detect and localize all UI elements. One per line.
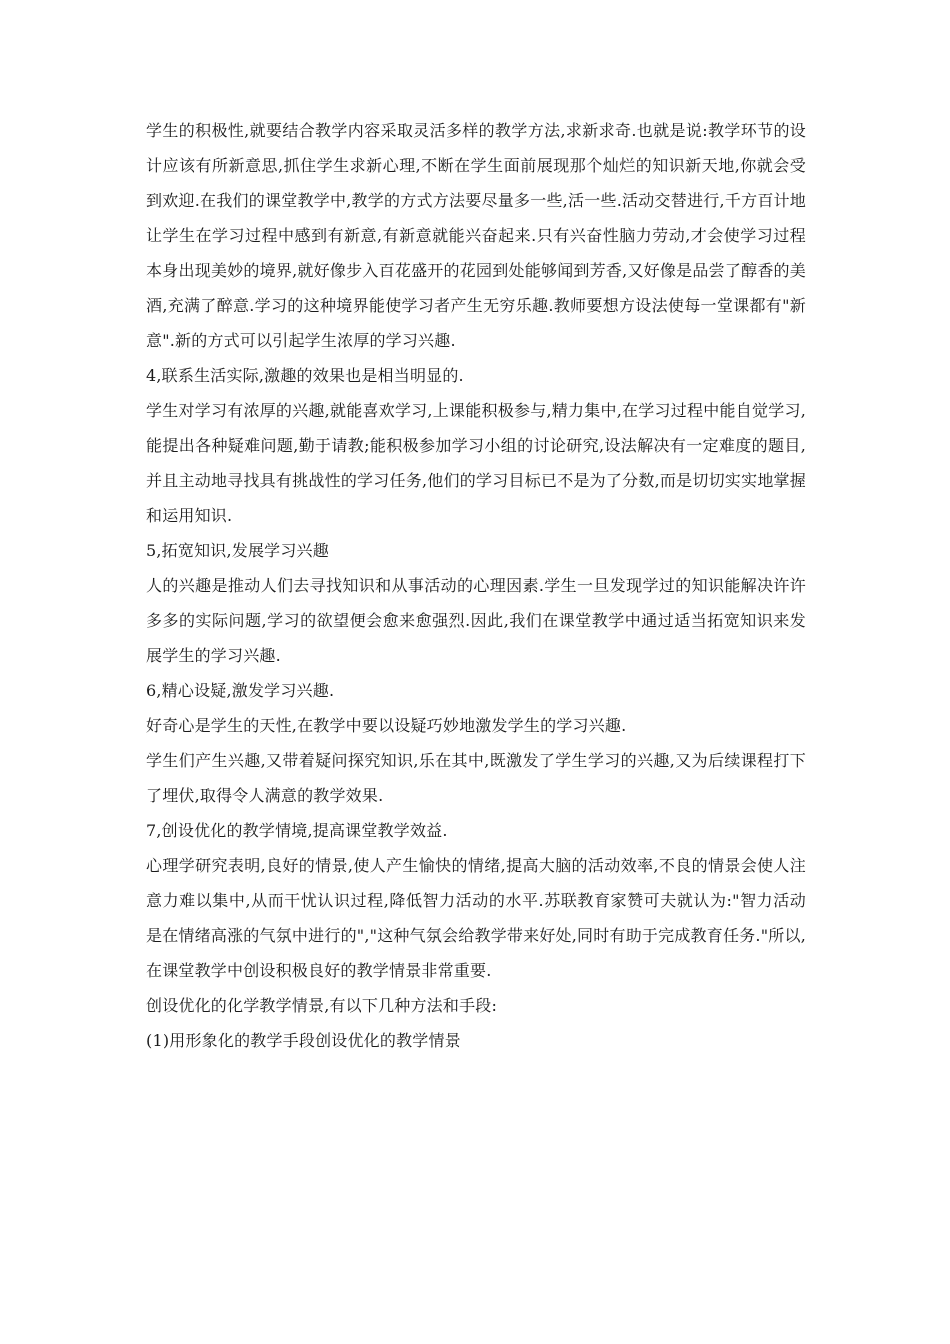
paragraph-methods-intro: 创设优化的化学教学情景,有以下几种方法和手段: xyxy=(146,996,498,1015)
paragraph-motivation: 人的兴趣是推动人们去寻找知识和从事活动的心理因素.学生一旦发现学过的知识能解决许许多多的实际问题,学习的欲望便会愈来愈强烈.因此,我们在课堂教学中通过适当拓宽知识来发展学生的学习兴趣. xyxy=(146,576,806,665)
paragraph-method-1: (1)用形象化的教学手段创设优化的教学情景 xyxy=(146,1031,461,1050)
heading-4-life-connection: 4,联系生活实际,激趣的效果也是相当明显的. xyxy=(146,366,464,385)
heading-5-broaden-knowledge: 5,拓宽知识,发展学习兴趣 xyxy=(146,541,329,560)
document-body xyxy=(146,113,806,1058)
paragraph-inquiry: 学生们产生兴趣,又带着疑问探究知识,乐在其中,既激发了学生学习的兴趣,又为后续课程打下了埋伏,取得令人满意的教学效果. xyxy=(146,751,806,805)
paragraph-psychology: 心理学研究表明,良好的情景,使人产生愉快的情绪,提高大脑的活动效率,不良的情景会使人注意力难以集中,从而干忧认识过程,降低智力活动的水平.苏联教育家赞可夫就认为:"智力活动是在情绪高涨的气氛中进行的","这种气氛会给教学带来好处,同时有助于完成教育任务."所以,在课堂教学中创设积极良好的教学情景非常重要. xyxy=(146,856,806,980)
paragraph-curiosity: 好奇心是学生的天性,在教学中要以设疑巧妙地激发学生的学习兴趣. xyxy=(146,716,627,735)
heading-6-questioning: 6,精心设疑,激发学习兴趣. xyxy=(146,681,335,700)
paragraph-novelty: 学生的积极性,就要结合教学内容采取灵活多样的教学方法,求新求奇.也就是说:教学环节的设计应该有所新意思,抓住学生求新心理,不断在学生面前展现那个灿烂的知识新天地,你就会受到欢迎.在我们的课堂教学中,教学的方式方法要尽量多一些,活一些.活动交替进行,千方百计地让学生在学习过程中感到有新意,有新意就能兴奋起来.只有兴奋性脑力劳动,才会使学习过程本身出现美妙的境界,就好像步入百花盛开的花园到处能够闻到芳香,又好像是品尝了醇香的美酒,充满了醉意.学习的这种境界能使学习者产生无穷乐趣.教师要想方设法使每一堂课都有"新意".新的方式可以引起学生浓厚的学习兴趣. xyxy=(146,121,806,350)
paragraph-interest-learning: 学生对学习有浓厚的兴趣,就能喜欢学习,上课能积极参与,精力集中,在学习过程中能自觉学习,能提出各种疑难问题,勤于请教;能积极参加学习小组的讨论研究,设法解决有一定难度的题目,并且主动地寻找具有挑战性的学习任务,他们的学习目标已不是为了分数,而是切切实实地掌握和运用知识. xyxy=(146,401,806,525)
heading-7-teaching-context: 7,创设优化的教学情境,提高课堂教学效益. xyxy=(146,821,448,840)
